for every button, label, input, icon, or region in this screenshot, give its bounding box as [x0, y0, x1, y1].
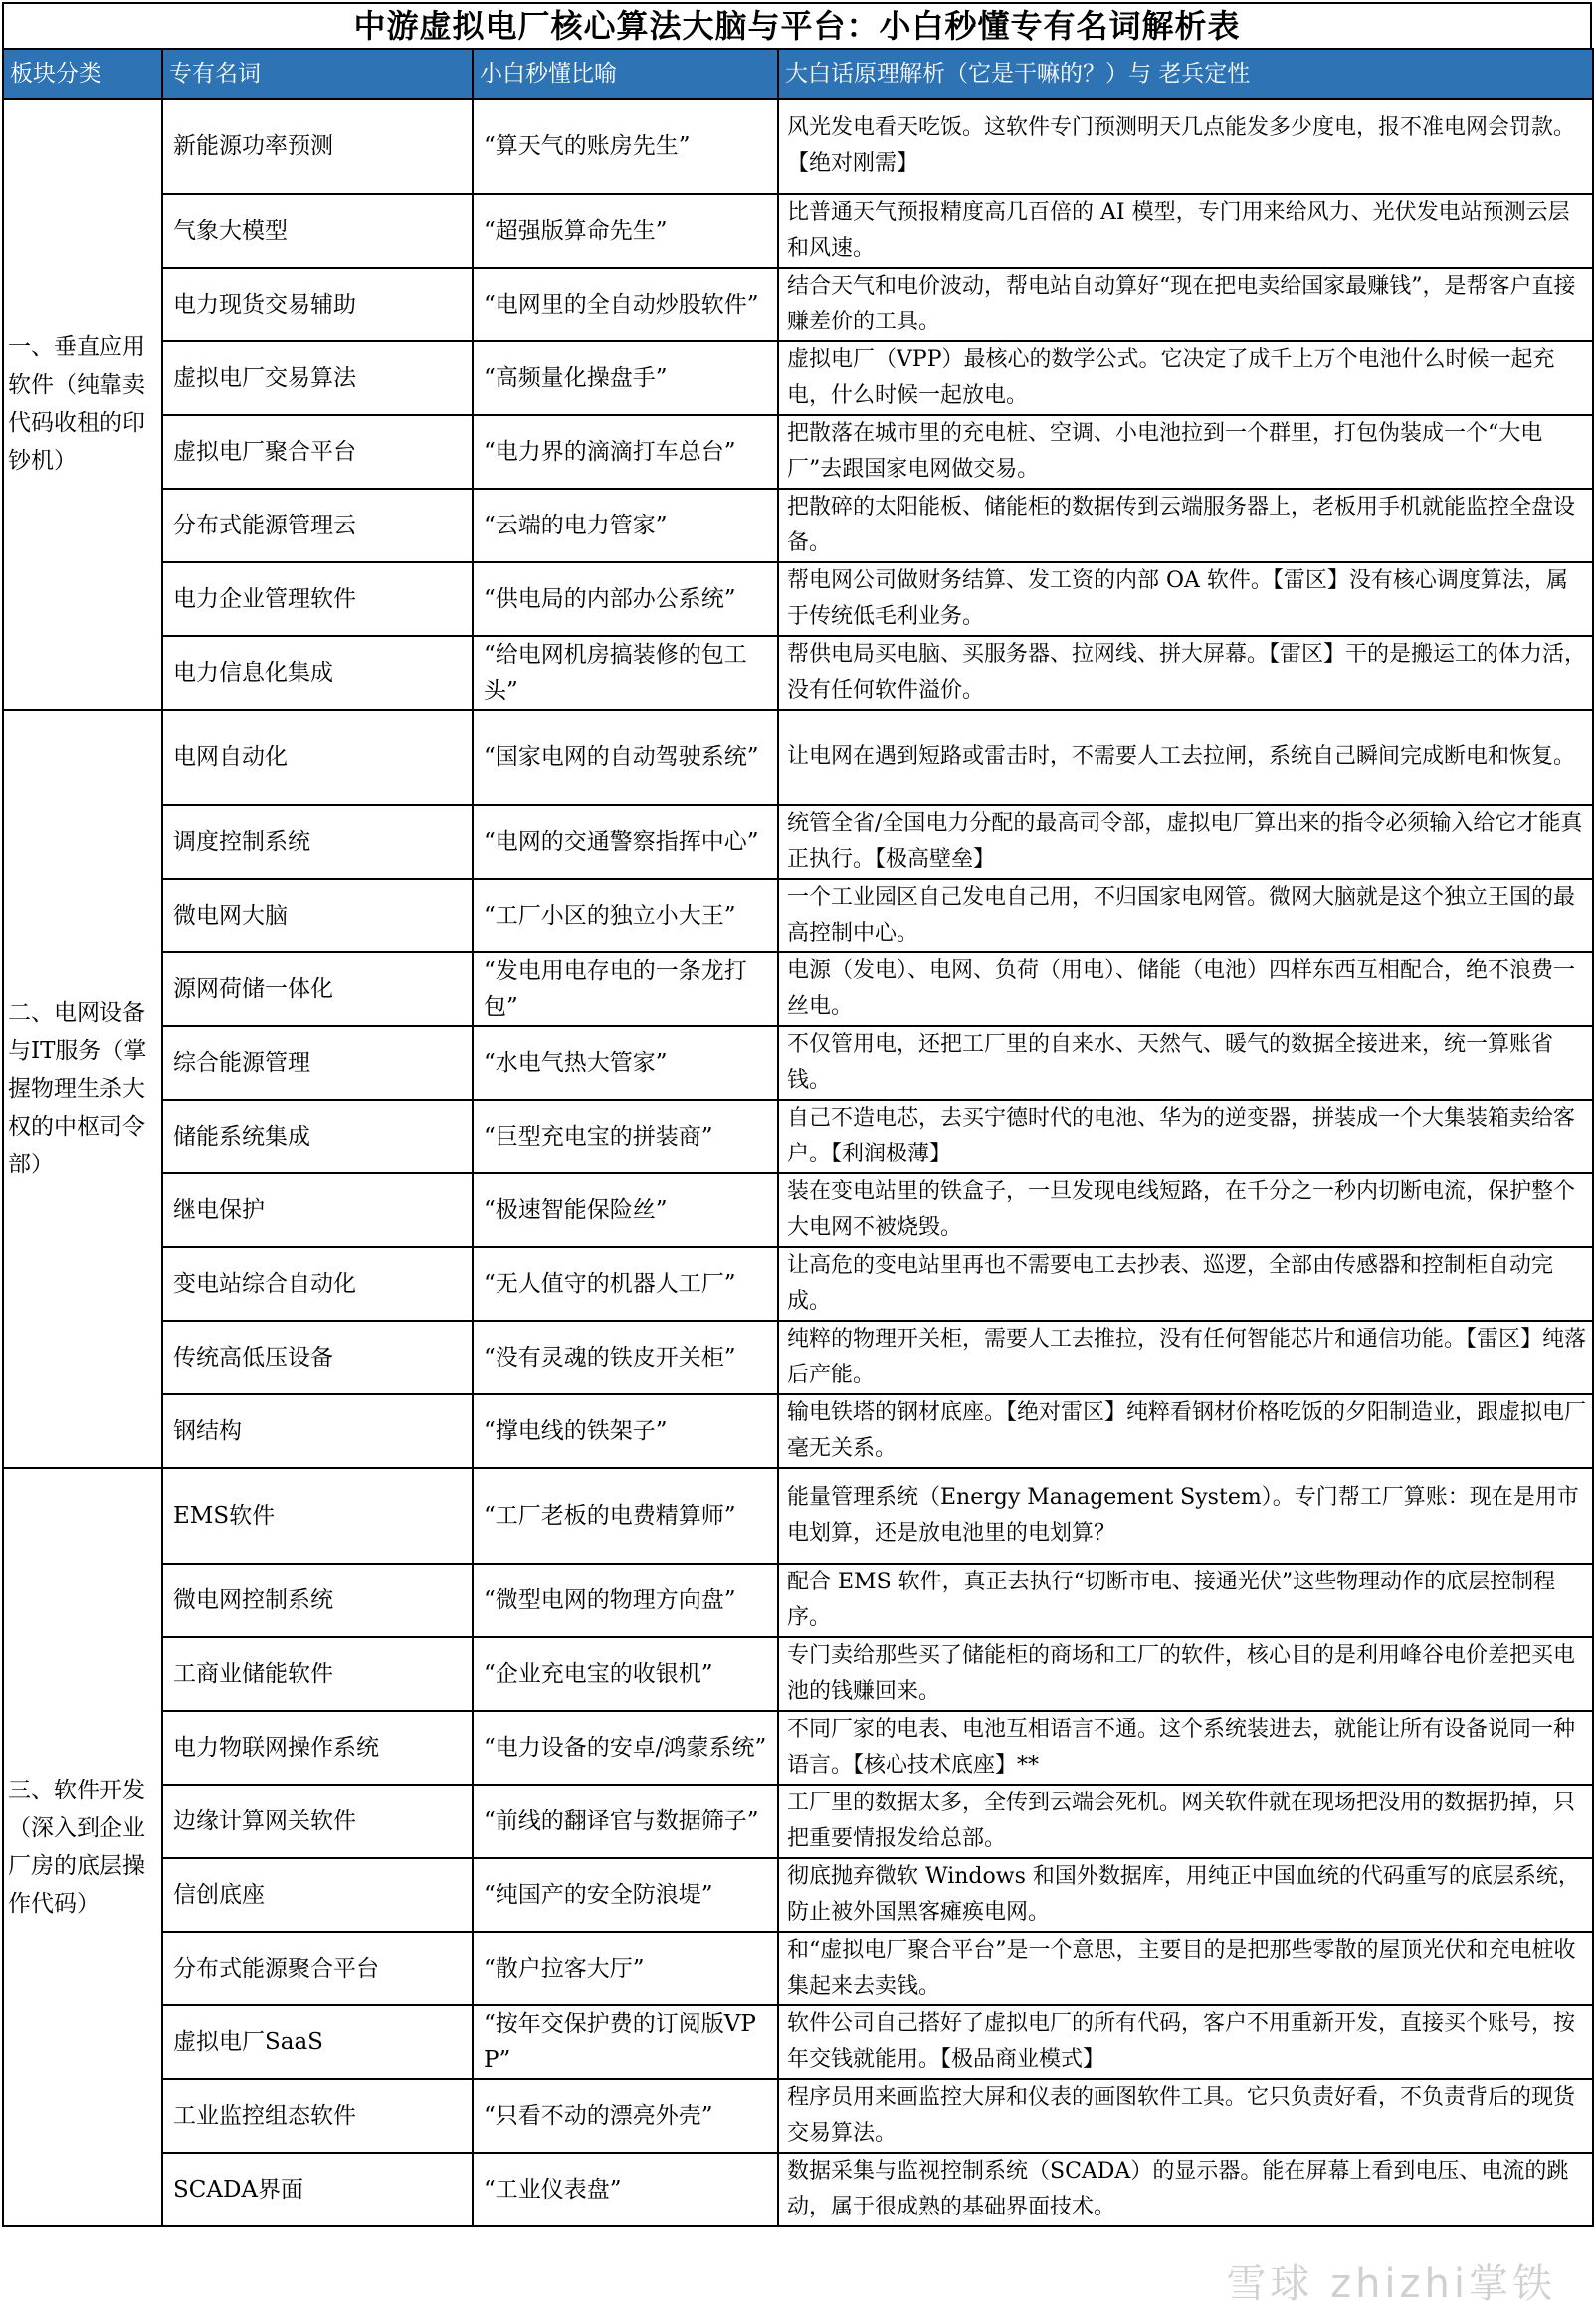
table-row — [3, 2153, 1593, 2226]
term-cell: 边缘计算网关软件 — [162, 1785, 473, 1858]
term-cell: EMS软件 — [162, 1468, 473, 1564]
explanation-cell: 帮电网公司做财务结算、发工资的内部 OA 软件。【雷区】没有核心调度算法，属于传统低毛利业务。 — [778, 562, 1593, 636]
metaphor-cell: “电力界的滴滴打车总台” — [473, 415, 778, 489]
metaphor-cell: “电网里的全自动炒股软件” — [473, 268, 778, 341]
table-row — [3, 710, 1593, 805]
table-row — [3, 341, 1593, 415]
explanation-cell: 统管全省/全国电力分配的最高司令部，虚拟电厂算出来的指令必须输入给它才能真正执行。【极高壁垒】 — [778, 805, 1593, 879]
explanation-cell: 能量管理系统（Energy Management System）。专门帮工厂算账：现在是用市电划算，还是放电池里的电划算？ — [778, 1468, 1593, 1564]
explanation-cell: 数据采集与监视控制系统（SCADA）的显示器。能在屏幕上看到电压、电流的跳动，属于很成熟的基础界面技术。 — [778, 2153, 1593, 2226]
explanation-cell: 自己不造电芯，去买宁德时代的电池、华为的逆变器，拼装成一个大集装箱卖给客户。【利润极薄】 — [778, 1100, 1593, 1173]
table-row — [3, 1394, 1593, 1468]
table-row — [3, 1100, 1593, 1173]
metaphor-cell: “超强版算命先生” — [473, 194, 778, 268]
table-row — [3, 1468, 1593, 1564]
table-row — [3, 1321, 1593, 1394]
explanation-cell: 工厂里的数据太多，全传到云端会死机。网关软件就在现场把没用的数据扔掉，只把重要情报发给总部。 — [778, 1785, 1593, 1858]
term-cell: 工商业储能软件 — [162, 1637, 473, 1711]
metaphor-cell: “撑电线的铁架子” — [473, 1394, 778, 1468]
term-cell: 电力现货交易辅助 — [162, 268, 473, 341]
header-explanation: 大白话原理解析（它是干嘛的？）与 老兵定性 — [778, 49, 1593, 99]
term-cell: 变电站综合自动化 — [162, 1247, 473, 1321]
explanation-cell: 一个工业园区自己发电自己用，不归国家电网管。微网大脑就是这个独立王国的最高控制中心。 — [778, 879, 1593, 952]
category-cell: 二、电网设备与IT服务（掌握物理生杀大权的中枢司令部） — [3, 710, 162, 1468]
explanation-cell: 结合天气和电价波动，帮电站自动算好“现在把电卖给国家最赚钱”，是帮客户直接赚差价的工具。 — [778, 268, 1593, 341]
header-term: 专有名词 — [162, 49, 473, 99]
term-cell: 源网荷储一体化 — [162, 952, 473, 1026]
metaphor-cell: “云端的电力管家” — [473, 489, 778, 562]
explanation-cell: 让电网在遇到短路或雷击时，不需要人工去拉闸，系统自己瞬间完成断电和恢复。 — [778, 710, 1593, 805]
table-body — [3, 99, 1593, 2226]
table-row — [3, 99, 1593, 194]
term-cell: 虚拟电厂聚合平台 — [162, 415, 473, 489]
metaphor-cell: “微型电网的物理方向盘” — [473, 1564, 778, 1637]
explanation-cell: 专门卖给那些买了储能柜的商场和工厂的软件，核心目的是利用峰谷电价差把买电池的钱赚回来。 — [778, 1637, 1593, 1711]
table-row — [3, 1026, 1593, 1100]
table-row — [3, 2005, 1593, 2079]
table-row — [3, 1711, 1593, 1785]
metaphor-cell: “工业仪表盘” — [473, 2153, 778, 2226]
header-category: 板块分类 — [3, 49, 162, 99]
term-cell: 新能源功率预测 — [162, 99, 473, 194]
term-cell: 分布式能源聚合平台 — [162, 1932, 473, 2005]
explanation-cell: 不同厂家的电表、电池互相语言不通。这个系统装进去，就能让所有设备说同一种语言。【核心技术底座】** — [778, 1711, 1593, 1785]
metaphor-cell: “发电用电存电的一条龙打包” — [473, 952, 778, 1026]
metaphor-cell: “按年交保护费的订阅版VPP” — [473, 2005, 778, 2079]
table-row — [3, 1247, 1593, 1321]
explanation-cell: 软件公司自己搭好了虚拟电厂的所有代码，客户不用重新开发，直接买个账号，按年交钱就能用。【极品商业模式】 — [778, 2005, 1593, 2079]
table-row — [3, 489, 1593, 562]
term-cell: SCADA界面 — [162, 2153, 473, 2226]
table-row — [3, 1173, 1593, 1247]
glossary-table — [2, 48, 1594, 2227]
metaphor-cell: “电网的交通警察指挥中心” — [473, 805, 778, 879]
table-row — [3, 268, 1593, 341]
explanation-cell: 风光发电看天吃饭。这软件专门预测明天几点能发多少度电，报不准电网会罚款。【绝对刚需】 — [778, 99, 1593, 194]
category-cell: 三、软件开发（深入到企业厂房的底层操作代码） — [3, 1468, 162, 2226]
term-cell: 微电网控制系统 — [162, 1564, 473, 1637]
header-row — [3, 49, 1593, 99]
term-cell: 储能系统集成 — [162, 1100, 473, 1173]
explanation-cell: 彻底抛弃微软 Windows 和国外数据库，用纯正中国血统的代码重写的底层系统，防止被外国黑客瘫痪电网。 — [778, 1858, 1593, 1932]
metaphor-cell: “工厂小区的独立小大王” — [473, 879, 778, 952]
term-cell: 电网自动化 — [162, 710, 473, 805]
metaphor-cell: “无人值守的机器人工厂” — [473, 1247, 778, 1321]
table-row — [3, 1858, 1593, 1932]
term-cell: 工业监控组态软件 — [162, 2079, 473, 2153]
explanation-cell: 和“虚拟电厂聚合平台”是一个意思，主要目的是把那些零散的屋顶光伏和充电桩收集起来去卖钱。 — [778, 1932, 1593, 2005]
table-row — [3, 1637, 1593, 1711]
metaphor-cell: “前线的翻译官与数据筛子” — [473, 1785, 778, 1858]
metaphor-cell: “没有灵魂的铁皮开关柜” — [473, 1321, 778, 1394]
term-cell: 虚拟电厂交易算法 — [162, 341, 473, 415]
metaphor-cell: “只看不动的漂亮外壳” — [473, 2079, 778, 2153]
table-row — [3, 1564, 1593, 1637]
table-row — [3, 194, 1593, 268]
table-row — [3, 952, 1593, 1026]
term-cell: 电力信息化集成 — [162, 636, 473, 710]
term-cell: 传统高低压设备 — [162, 1321, 473, 1394]
table-row — [3, 1785, 1593, 1858]
table-row — [3, 879, 1593, 952]
explanation-cell: 让高危的变电站里再也不需要电工去抄表、巡逻，全部由传感器和控制柜自动完成。 — [778, 1247, 1593, 1321]
category-cell: 一、垂直应用软件（纯靠卖代码收租的印钞机） — [3, 99, 162, 710]
metaphor-cell: “电力设备的安卓/鸿蒙系统” — [473, 1711, 778, 1785]
explanation-cell: 虚拟电厂（VPP）最核心的数学公式。它决定了成千上万个电池什么时候一起充电，什么时候一起放电。 — [778, 341, 1593, 415]
term-cell: 微电网大脑 — [162, 879, 473, 952]
table-row — [3, 805, 1593, 879]
table-row — [3, 636, 1593, 710]
explanation-cell: 不仅管用电，还把工厂里的自来水、天然气、暖气的数据全接进来，统一算账省钱。 — [778, 1026, 1593, 1100]
metaphor-cell: “企业充电宝的收银机” — [473, 1637, 778, 1711]
metaphor-cell: “水电气热大管家” — [473, 1026, 778, 1100]
metaphor-cell: “国家电网的自动驾驶系统” — [473, 710, 778, 805]
header-metaphor: 小白秒懂比喻 — [473, 49, 778, 99]
metaphor-cell: “算天气的账房先生” — [473, 99, 778, 194]
term-cell: 调度控制系统 — [162, 805, 473, 879]
explanation-cell: 电源（发电）、电网、负荷（用电）、储能（电池）四样东西互相配合，绝不浪费一丝电。 — [778, 952, 1593, 1026]
term-cell: 气象大模型 — [162, 194, 473, 268]
term-cell: 继电保护 — [162, 1173, 473, 1247]
table-row — [3, 2079, 1593, 2153]
explanation-cell: 把散碎的太阳能板、储能柜的数据传到云端服务器上，老板用手机就能监控全盘设备。 — [778, 489, 1593, 562]
metaphor-cell: “巨型充电宝的拼装商” — [473, 1100, 778, 1173]
metaphor-cell: “给电网机房搞装修的包工头” — [473, 636, 778, 710]
explanation-cell: 把散落在城市里的充电桩、空调、小电池拉到一个群里，打包伪装成一个“大电厂”去跟国家电网做交易。 — [778, 415, 1593, 489]
term-cell: 虚拟电厂SaaS — [162, 2005, 473, 2079]
term-cell: 电力物联网操作系统 — [162, 1711, 473, 1785]
metaphor-cell: “高频量化操盘手” — [473, 341, 778, 415]
metaphor-cell: “极速智能保险丝” — [473, 1173, 778, 1247]
watermark: 雪球 zhizhi掌铁 — [1226, 2261, 1556, 2307]
metaphor-cell: “散户拉客大厅” — [473, 1932, 778, 2005]
table-row — [3, 562, 1593, 636]
term-cell: 信创底座 — [162, 1858, 473, 1932]
term-cell: 综合能源管理 — [162, 1026, 473, 1100]
explanation-cell: 输电铁塔的钢材底座。【绝对雷区】纯粹看钢材价格吃饭的夕阳制造业，跟虚拟电厂毫无关系。 — [778, 1394, 1593, 1468]
term-cell: 钢结构 — [162, 1394, 473, 1468]
metaphor-cell: “供电局的内部办公系统” — [473, 562, 778, 636]
explanation-cell: 帮供电局买电脑、买服务器、拉网线、拼大屏幕。【雷区】干的是搬运工的体力活，没有任何软件溢价。 — [778, 636, 1593, 710]
explanation-cell: 装在变电站里的铁盒子，一旦发现电线短路，在千分之一秒内切断电流，保护整个大电网不被烧毁。 — [778, 1173, 1593, 1247]
page-title: 中游虚拟电厂核心算法大脑与平台：小白秒懂专有名词解析表 — [2, 2, 1592, 50]
table-row — [3, 415, 1593, 489]
explanation-cell: 程序员用来画监控大屏和仪表的画图软件工具。它只负责好看，不负责背后的现货交易算法。 — [778, 2079, 1593, 2153]
term-cell: 电力企业管理软件 — [162, 562, 473, 636]
table-row — [3, 1932, 1593, 2005]
explanation-cell: 纯粹的物理开关柜，需要人工去推拉，没有任何智能芯片和通信功能。【雷区】纯落后产能。 — [778, 1321, 1593, 1394]
metaphor-cell: “工厂老板的电费精算师” — [473, 1468, 778, 1564]
term-cell: 分布式能源管理云 — [162, 489, 473, 562]
explanation-cell: 比普通天气预报精度高几百倍的 AI 模型，专门用来给风力、光伏发电站预测云层和风速。 — [778, 194, 1593, 268]
metaphor-cell: “纯国产的安全防浪堤” — [473, 1858, 778, 1932]
explanation-cell: 配合 EMS 软件，真正去执行“切断市电、接通光伏”这些物理动作的底层控制程序。 — [778, 1564, 1593, 1637]
